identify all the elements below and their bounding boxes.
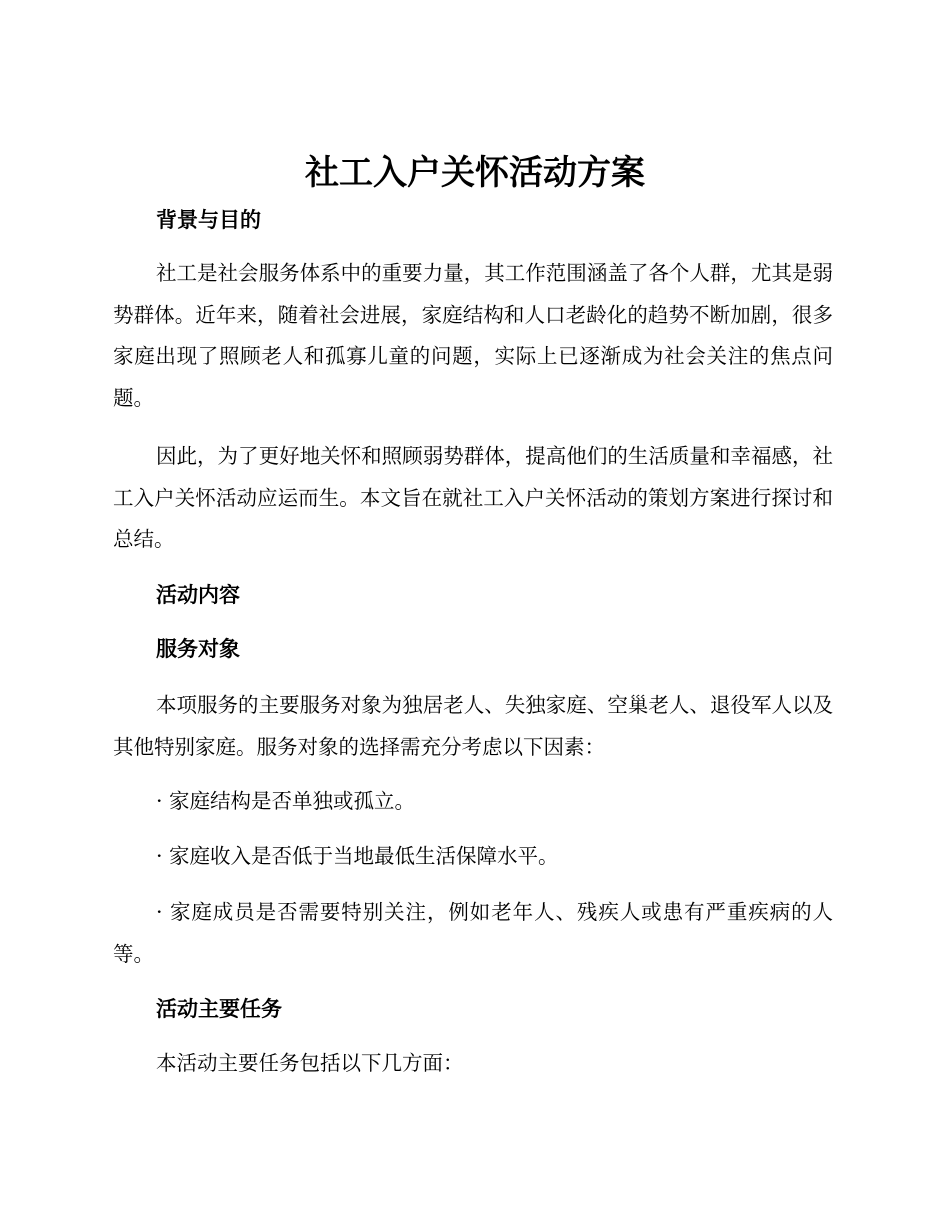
section-heading-background: 背景与目的 <box>156 208 261 232</box>
document-title: 社工入户关怀活动方案 <box>305 153 645 193</box>
section-heading-main-tasks: 活动主要任务 <box>156 997 282 1021</box>
section-heading-service-targets: 服务对象 <box>156 637 240 661</box>
section-heading-activity-content: 活动内容 <box>156 583 240 607</box>
paragraph-service-targets: 本项服务的主要服务对象为独居老人、失独家庭、空巢老人、退役军人以及其他特别家庭。服务对象的选择需充分考虑以下因素： <box>113 693 833 759</box>
paragraph-main-tasks: 本活动主要任务包括以下几方面： <box>156 1051 464 1075</box>
paragraph-background-1: 社工是社会服务体系中的重要力量，其工作范围涵盖了各个人群，尤其是弱势群体。近年来，随着社会进展，家庭结构和人口老龄化的趋势不断加剧，很多家庭出现了照顾老人和孤寡儿童的问题，实际上已逐渐成为社会关注的焦点问题。 <box>113 261 833 410</box>
paragraph-background-2: 因此，为了更好地关怀和照顾弱势群体，提高他们的生活质量和幸福感，社工入户关怀活动应运而生。本文旨在就社工入户关怀活动的策划方案进行探讨和总结。 <box>113 444 833 551</box>
bullet-item-family-members: · 家庭成员是否需要特别关注，例如老年人、残疾人或患有严重疾病的人等。 <box>113 900 833 966</box>
bullet-item-family-income: · 家庭收入是否低于当地最低生活保障水平。 <box>156 844 559 868</box>
bullet-item-family-structure: · 家庭结构是否单独或孤立。 <box>156 789 416 813</box>
